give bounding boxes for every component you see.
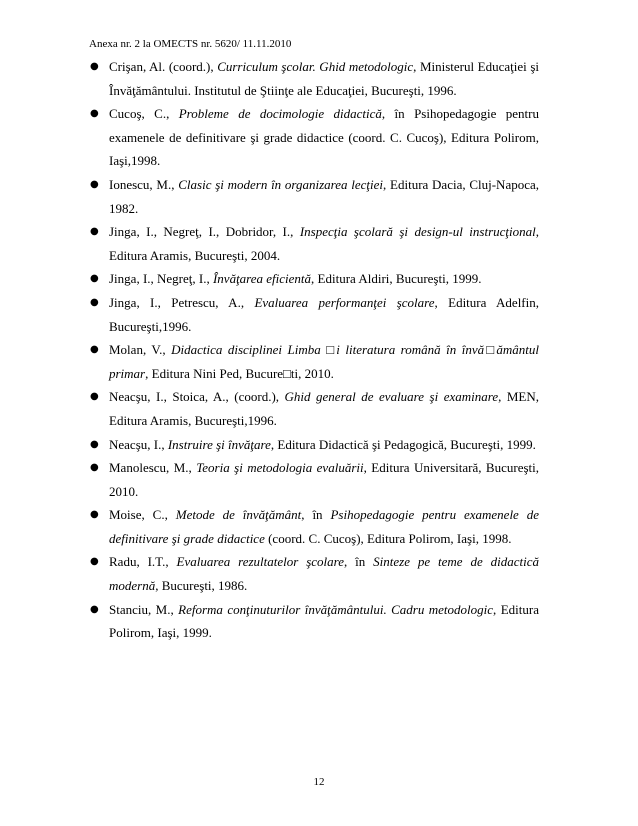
bullet-icon: ● [90, 438, 99, 450]
bibliography-item [89, 291, 539, 338]
work-title: Metode de învăţământ [175, 507, 302, 523]
work-title: Curriculum şcolar. Ghid metodologic [217, 59, 414, 74]
entry-text: Jinga, I., Petrescu, A., [109, 294, 255, 310]
bullet-icon: ● [90, 273, 99, 285]
bullet-icon: ● [90, 556, 99, 568]
bibliography-entry [109, 271, 481, 286]
bullet-icon: ● [90, 178, 99, 190]
entry-text: , în [343, 554, 374, 570]
entry-text: , Editura Dacia, Cluj-Napoca, 1982. [109, 176, 540, 216]
entry-text: , Editura Didactică şi Pedagogică, Bucureşti, 1999. [270, 436, 536, 452]
entry-text: , MEN, Editura Aramis, Bucureşti,1996. [109, 389, 539, 428]
work-title: Psihopedagogie pentru examenele de definitivare şi grade didactice [109, 507, 540, 546]
bibliography-entry [109, 602, 539, 641]
bibliography-entry [109, 224, 539, 263]
entry-text: , Editura Universitară, Bucureşti, 2010. [109, 460, 539, 499]
work-title: Didactica disciplinei Limba □i literatura română în învă□ământul primar [109, 342, 540, 381]
bibliography-entry [109, 342, 539, 381]
entry-text: (coord. C. Cucoş), Editura Polirom, Iaşi, 1998. [264, 530, 512, 546]
work-title: Evaluarea performanţei şcolare [254, 294, 435, 310]
entry-text: , Editura Nini Ped, Bucure□ti, 2010. [145, 365, 334, 381]
bullet-icon: ● [90, 509, 99, 521]
bibliography-entry [109, 507, 539, 546]
bibliography-item [89, 220, 539, 267]
entry-text: Ionescu, M., [109, 176, 179, 192]
bibliography-item [89, 267, 539, 291]
work-title: Ghid general de evaluare şi examinare [284, 389, 499, 405]
bibliography-item [89, 173, 539, 220]
bibliography-entry [109, 437, 536, 452]
work-title: Evaluarea rezultatelor şcolare [176, 554, 344, 570]
bullet-icon: ● [90, 391, 99, 403]
entry-text: , în Psihopedagogie pentru examenele de definitivare şi grade didactice (coord. C. Cucoş), Editura Polirom, Iaşi,1998. [109, 106, 540, 169]
entry-text: Crişan, Al. (coord.), [109, 59, 218, 74]
work-title: Reforma conţinuturilor învăţământului. Cadru metodologic [178, 601, 494, 617]
bibliography-entry [109, 460, 539, 499]
bibliography-list [89, 55, 539, 645]
work-title: Inspecţia şcolară şi design-ul instrucţional [299, 224, 536, 240]
bullet-icon: ● [90, 344, 99, 356]
work-title: Sinteze pe teme de didactică modernă [109, 554, 540, 594]
bullet-icon: ● [90, 108, 99, 120]
work-title: Clasic şi modern în organizarea lecţiei [178, 176, 384, 192]
entry-text: Cucoş, C., [109, 106, 179, 122]
entry-text: Stanciu, M., [109, 601, 179, 617]
work-title: Învăţarea eficientă [212, 271, 312, 287]
bibliography-item [89, 598, 539, 645]
bullet-icon: ● [90, 462, 99, 474]
bibliography-item [89, 385, 539, 432]
work-title: Teoria şi metodologia evaluării [196, 460, 364, 476]
bibliography-item [89, 503, 539, 550]
bibliography-entry [109, 389, 539, 428]
entry-text: , Editura Adelfin, Bucureşti,1996. [109, 294, 539, 334]
bibliography-item [89, 55, 539, 102]
entry-text: , Editura Aramis, Bucureşti, 2004. [109, 224, 540, 263]
bibliography-entry [109, 177, 539, 216]
entry-text: Radu, I.T., [109, 554, 177, 570]
bibliography-entry [109, 554, 539, 593]
bibliography-entry [109, 295, 539, 334]
entry-text: Jinga, I., Negreţ, I., [109, 271, 213, 287]
entry-text: Neacşu, I., Stoica, A., (coord.), [109, 389, 285, 405]
bibliography-entry [109, 59, 539, 98]
page-number: 12 [313, 776, 325, 788]
bullet-icon: ● [90, 61, 99, 72]
entry-text: Neacşu, I., [109, 436, 168, 452]
bullet-icon: ● [90, 296, 99, 308]
bibliography-item [89, 338, 539, 385]
entry-text: , Editura Polirom, Iaşi, 1999. [109, 601, 539, 641]
entry-text: Molan, V., [109, 342, 172, 358]
page-header: Anexa nr. 2 la OMECTS nr. 5620/ 11.11.2010 [89, 38, 292, 50]
bullet-icon: ● [90, 226, 99, 238]
bibliography-entry [109, 106, 539, 168]
bullet-icon: ● [90, 603, 99, 615]
work-title: Instruire şi învăţare [167, 436, 271, 452]
work-title: Probleme de docimologie didactică [178, 106, 382, 122]
entry-text: , Editura Aldiri, Bucureşti, 1999. [311, 271, 482, 287]
entry-text: , Ministerul Educaţiei şi Învăţământului. Institutul de Ştiinţe ale Educaţiei, Bucureşti, 1996. [109, 59, 540, 98]
entry-text: Jinga, I., Negreţ, I., Dobridor, I., [109, 224, 300, 240]
entry-text: , Bucureşti, 1986. [155, 578, 248, 594]
entry-text: , în [301, 507, 331, 523]
bibliography-item [89, 433, 539, 457]
bibliography-item [89, 102, 539, 173]
bibliography-item [89, 456, 539, 503]
bibliography-item [89, 550, 539, 597]
entry-text: Moise, C., [109, 507, 176, 523]
entry-text: Manolescu, M., [109, 460, 197, 476]
